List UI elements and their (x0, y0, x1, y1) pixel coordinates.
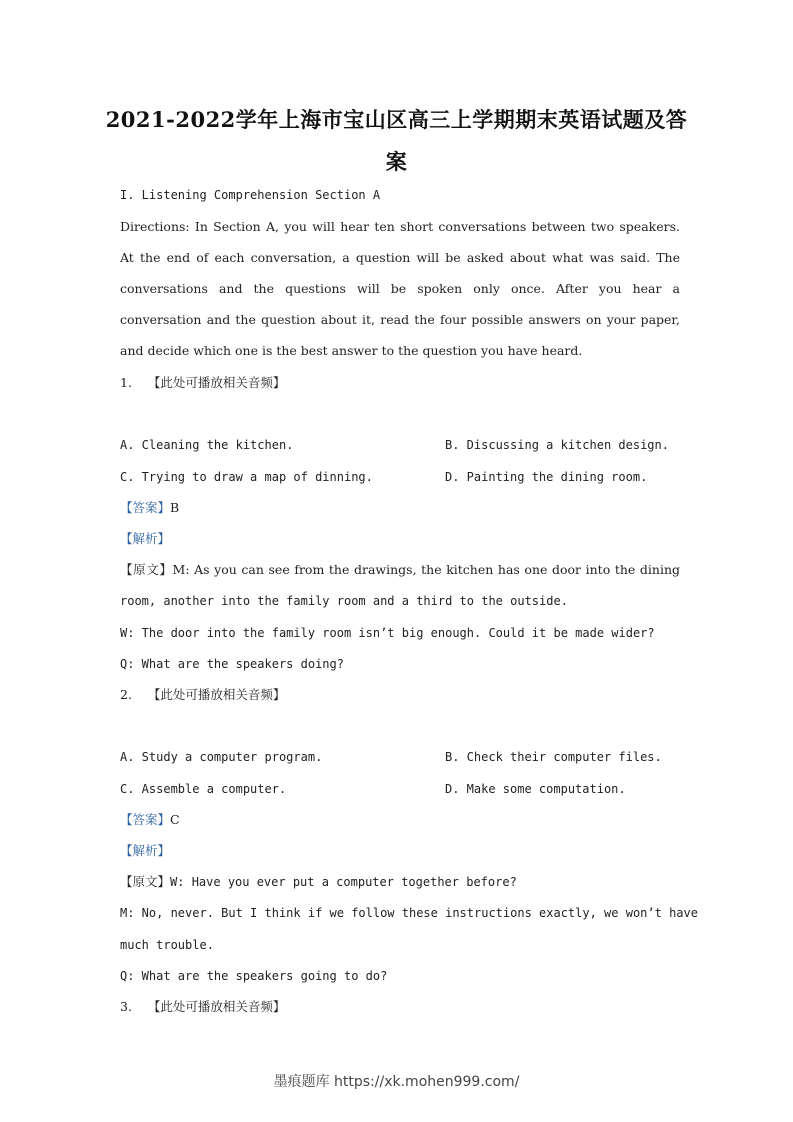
question-2-transcript-line-2: M: No, never. But I think if we follow these instructions exactly, we won’t have (120, 906, 698, 920)
question-2-analysis-label: 【解析】 (120, 843, 171, 858)
question-2-transcript-line-1 (120, 873, 680, 891)
question-2-transcript-line-3: much trouble. (120, 938, 214, 952)
question-2-option-a: A. Study a computer program. (120, 750, 323, 764)
question-2-answer (120, 811, 680, 829)
section-heading: I. Listening Comprehension Section A (120, 188, 381, 202)
question-2-option-c: C. Assemble a computer. (120, 782, 287, 796)
directions-line-2: At the end of each conversation, a question will be asked about what was said. The (120, 250, 680, 265)
directions-line-1: Directions: In Section A, you will hear ten short conversations between two speakers. (120, 219, 680, 234)
transcript-label: 【原文】 (120, 562, 173, 577)
question-1-option-c: C. Trying to draw a map of dinning. (120, 470, 373, 484)
transcript-label: 【原文】 (120, 874, 171, 889)
question-1-option-a: A. Cleaning the kitchen. (120, 438, 294, 452)
audio-placeholder[interactable]: 【此处可播放相关音频】 (147, 999, 286, 1014)
question-number: 1. (120, 375, 132, 390)
audio-placeholder[interactable]: 【此处可播放相关音频】 (147, 687, 286, 702)
question-1-header (120, 374, 680, 392)
directions-line-3: conversations and the questions will be spoken only once. After you hear a (120, 281, 680, 296)
directions-line-4: conversation and the question about it, read the four possible answers on your paper, (120, 312, 680, 327)
transcript-text: M: As you can see from the drawings, the kitchen has one door into the dining (172, 562, 680, 577)
question-2-transcript-line-4: Q: What are the speakers going to do? (120, 969, 388, 983)
document-title-line-2: 案 (385, 149, 408, 174)
question-1-transcript-line-3: W: The door into the family room isn’t big enough. Could it be made wider? (120, 626, 655, 640)
question-2-option-b: B. Check their computer files. (445, 750, 662, 764)
question-1-transcript-line-4: Q: What are the speakers doing? (120, 657, 344, 671)
question-2-option-d: D. Make some computation. (445, 782, 626, 796)
answer-value: B (170, 500, 180, 515)
directions-line-5: and decide which one is the best answer to the question you have heard. (120, 343, 583, 358)
answer-value: C (170, 812, 180, 827)
question-2-header (120, 686, 680, 704)
question-1-transcript-line-2: room, another into the family room and a third to the outside. (120, 594, 568, 608)
transcript-text: W: Have you ever put a computer together before? (170, 875, 517, 889)
question-number: 2. (120, 687, 132, 702)
question-1-option-b: B. Discussing a kitchen design. (445, 438, 669, 452)
question-number: 3. (120, 999, 132, 1014)
page-footer: 墨痕题库 https://xk.mohen999.com/ (273, 1074, 520, 1090)
answer-label: 【答案】 (120, 812, 171, 827)
question-1-answer (120, 499, 680, 517)
document-title-line-1: 2021-2022学年上海市宝山区高三上学期期末英语试题及答 (105, 107, 688, 132)
question-1-transcript-line-1 (120, 561, 680, 579)
question-3-header (120, 998, 680, 1016)
answer-label: 【答案】 (120, 500, 171, 515)
question-1-option-d: D. Painting the dining room. (445, 470, 648, 484)
question-1-analysis-label: 【解析】 (120, 531, 171, 546)
audio-placeholder[interactable]: 【此处可播放相关音频】 (147, 375, 286, 390)
